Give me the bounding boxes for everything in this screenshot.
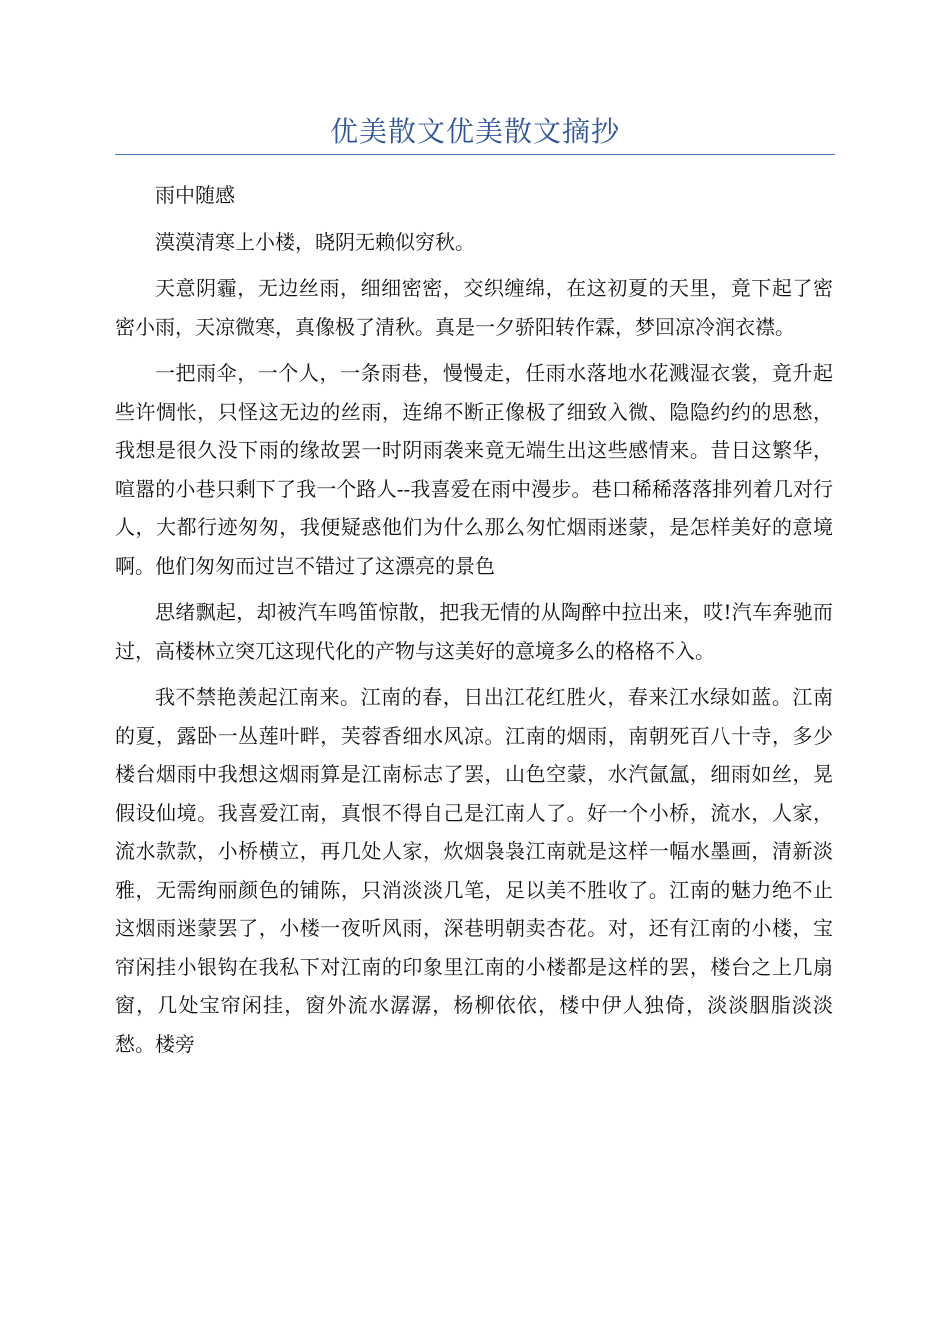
paragraph: 天意阴霾，无边丝雨，细细密密，交织缠绵，在这初夏的天里，竟下起了密密小雨，天凉微寒，真像极了清秋。真是一夕骄阳转作霖，梦回凉冷润衣襟。: [115, 276, 833, 339]
document-body: [115, 176, 833, 1071]
title-underline: [115, 154, 835, 155]
paragraph: 一把雨伞，一个人，一条雨巷，慢慢走，任雨水落地水花溅湿衣裳，竟升起些许惆怅，只怪这无边的丝雨，连绵不断正像极了细致入微、隐隐约约的思愁，我想是很久没下雨的缘故罢一时阴雨袭来竟无端生出这些感情来。昔日这繁华，喧嚣的小巷只剩下了我一个路人--我喜爱在雨中漫步。巷口稀稀落落排列着几对行人，大都行迹匆匆，我便疑惑他们为什么那么匆忙烟雨迷蒙，是怎样美好的意境啊。他们匆匆而过岂不错过了这漂亮的景色: [115, 361, 833, 578]
paragraph: 我不禁艳羡起江南来。江南的春，日出江花红胜火，春来江水绿如蓝。江南的夏，露卧一丛莲叶畔，芙蓉香细水风凉。江南的烟雨，南朝死百八十寺，多少楼台烟雨中我想这烟雨算是江南标志了罢，山色空蒙，水汽氤氲，细雨如丝，晃假设仙境。我喜爱江南，真恨不得自己是江南人了。好一个小桥，流水，人家，流水款款，小桥横立，再几处人家，炊烟袅袅江南就是这样一幅水墨画，清新淡雅，无需绚丽颜色的铺陈，只消淡淡几笔，足以美不胜收了。江南的魅力绝不止这烟雨迷蒙罢了，小楼一夜听风雨，深巷明朝卖杏花。对，还有江南的小楼，宝帘闲挂小银钩在我私下对江南的印象里江南的小楼都是这样的罢，楼台之上几扇窗，几处宝帘闲挂，窗外流水潺潺，杨柳依依，楼中伊人独倚，淡淡胭脂淡淡愁。楼旁: [115, 685, 833, 1056]
paragraph: 思绪飘起，却被汽车鸣笛惊散，把我无情的从陶醉中拉出来，哎!汽车奔驰而过，高楼林立突兀这现代化的产物与这美好的意境多么的格格不入。: [115, 600, 833, 663]
essay-heading: 雨中随感: [155, 183, 235, 207]
document-title: 优美散文优美散文摘抄: [329, 115, 620, 148]
paragraph: 漠漠清寒上小楼，晓阴无赖似穷秋。: [155, 229, 475, 254]
